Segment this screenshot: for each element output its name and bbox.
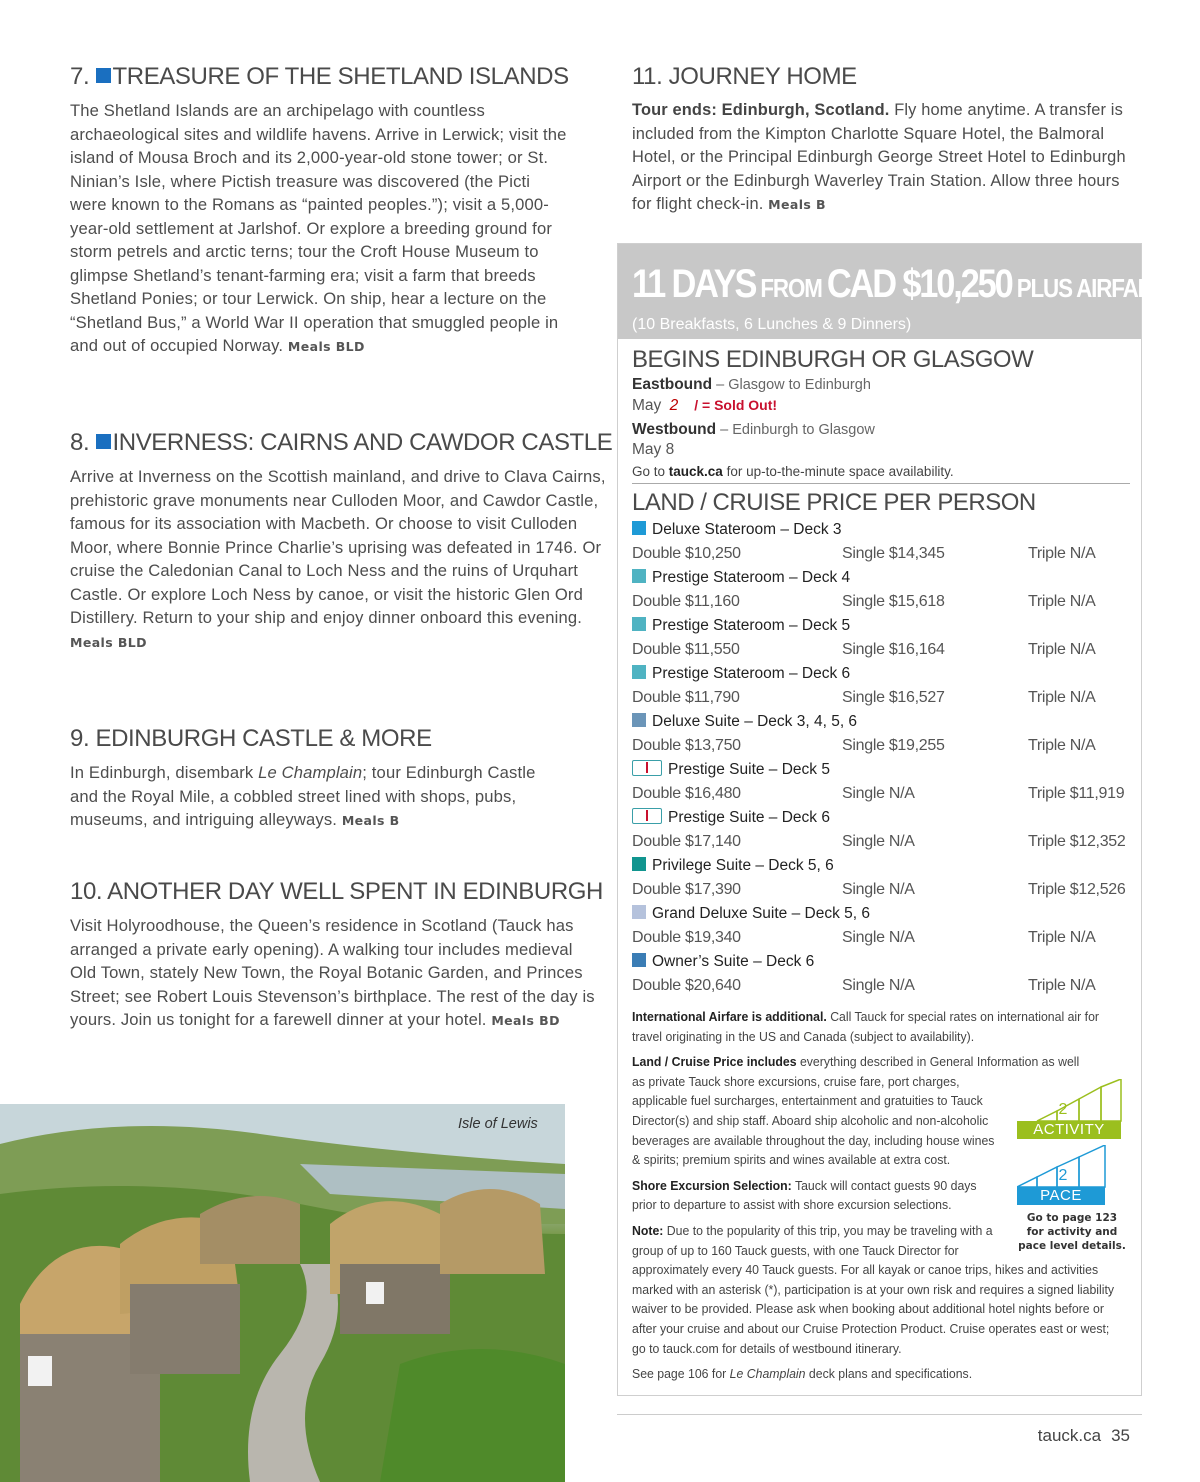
single-price: Single N/A [842,785,915,802]
section-7 [70,62,569,359]
airfare-lead: International Airfare is additional. [632,1009,827,1024]
triple-price: Triple N/A [1028,689,1096,706]
cabin-name [632,902,1127,926]
text: deck plans and specifications. [805,1366,973,1382]
cabin-prices [632,542,1127,566]
cabin-name [632,710,1127,734]
single-price: Single $16,527 [842,689,945,706]
meals-label: Meals BLD [70,634,147,650]
meals-label: Meals B [768,197,826,212]
section-7-body [70,99,569,359]
text: Tauck will contact guests 90 days prior to departure to assist with shore excursion selections. [632,1177,977,1213]
activity-level: 2 [1058,1101,1068,1118]
section-11 [632,62,1142,217]
double-price: Double $11,790 [632,689,740,706]
single-price: Single N/A [842,833,915,850]
cabin-row [632,950,1127,998]
cabin-color-square-icon [632,905,646,919]
triple-price: Triple N/A [1028,641,1096,658]
includes-lead: Land / Cruise Price includes [632,1054,797,1070]
single-price: Single $14,345 [842,545,945,562]
single-price: Single $15,618 [842,593,945,610]
cabin-label: Prestige Stateroom – Deck 5 [652,617,851,634]
text: Call Tauck for special rates on international air for travel originating in the US and Canada (subject to availability). [632,1009,1100,1044]
text: everything described in General Information as well [796,1054,1080,1070]
cabin-name [632,758,1127,782]
cabin-name [632,854,1127,878]
single-price: Single $16,164 [842,641,945,658]
westbound-line [632,420,1127,440]
cabin-prices [632,878,1127,902]
photo-caption: Isle of Lewis [458,1116,538,1132]
plus-airfare-label: PLUS AIRFARE [1011,273,1167,303]
square-icon [96,434,111,449]
month: May [632,441,666,458]
availability-note [632,464,1130,484]
cabin-list [632,518,1127,998]
cabin-color-square-icon [632,521,646,535]
days-label: 11 DAYS [632,262,756,306]
prestige-suite-icon [632,808,662,824]
day: 8 [665,441,675,458]
single-price: Single N/A [842,977,915,994]
section-7-heading [70,62,569,92]
cabin-label: Privilege Suite – Deck 5, 6 [652,857,834,874]
page-number: 35 [1111,1426,1130,1445]
pace-badge [1017,1145,1127,1207]
heading-text: TREASURE OF THE SHETLAND ISLANDS [112,63,569,90]
footer-site[interactable]: tauck.ca [1037,1426,1102,1445]
triple-price: Triple N/A [1028,977,1096,994]
section-number: 7. [70,63,90,90]
note-lead: Note: [632,1222,664,1238]
meals-label: Meals B [341,813,400,828]
cabin-color-square-icon [632,617,646,631]
westbound-label: Westbound [632,421,717,438]
body-text: In Edinburgh, disembark [70,763,259,782]
square-icon [96,68,111,83]
cabin-label: Grand Deluxe Suite – Deck 5, 6 [652,905,870,922]
price-header [618,244,1167,339]
body-text: Arrive at Inverness on the Scottish mainland, and drive to Clava Cairns, prehistoric grave monuments near Culloden Moor, and Cawdor Castle, famous for its association with Macbeth. Or choose to visit Culloden Moor, where Bonnie Prince Charlie’s uprising was defeated in 1746. Or cruise the Caledonian Canal to Loch Ness and the ruins of Urquhart Castle. Or explore Loch Ness by canoe, or visit the historic Glen Ord Distillery. Return to your ship and enjoy dinner onboard this evening. [70,467,606,627]
ship-name: Le Champlain [258,763,363,782]
cabin-row [632,902,1127,950]
footer-divider [617,1414,1142,1415]
section-9-body [70,761,565,833]
cabin-row [632,806,1127,854]
activity-pace-badges [1017,1079,1127,1253]
cabin-row [632,758,1127,806]
cabin-prices [632,638,1127,662]
prestige-suite-icon [632,760,662,776]
tour-ends-label: Tour ends: Edinburgh, Scotland. [632,101,890,119]
section-10 [70,877,603,1033]
cabin-row [632,710,1127,758]
cabin-row [632,614,1127,662]
cabin-name [632,518,1127,542]
double-price: Double $20,640 [632,977,741,994]
cabin-color-square-icon [632,857,646,871]
price-box [617,243,1167,1396]
cabin-color-square-icon [632,953,646,967]
cabin-color-square-icon [632,665,646,679]
cabin-prices [632,686,1127,710]
cabin-label: Prestige Suite – Deck 6 [668,809,830,826]
cabin-color-square-icon [632,569,646,583]
begins-heading: BEGINS EDINBURGH OR GLASGOW [632,346,1034,373]
cabin-row [632,662,1127,710]
meals-included: (10 Breakfasts, 6 Lunches & 9 Dinners) [632,316,912,333]
cabin-prices [632,590,1127,614]
cabin-label: Deluxe Stateroom – Deck 3 [652,521,842,538]
triple-price: Triple $12,526 [1028,881,1126,898]
single-price: Single N/A [842,929,915,946]
cabin-label: Deluxe Suite – Deck 3, 4, 5, 6 [652,713,858,730]
text: See page 106 for [632,1366,730,1382]
cabin-prices [632,830,1127,854]
from-label: FROM [755,273,827,303]
price-line [632,262,1167,315]
text: approximately every 40 Tauck guests. For all kayak or canoe trips, hikes and activities marked with an asterisk (*), participation is at your own risk and requires a signed liability waiver to be provided. Please ask when booking about additional hotel nights before or after your cruise and about our Cruise Protection Product. Cruise operates east or west; go to tauck.com for details of westbound itinerary. [632,1262,1115,1356]
double-price: Double $10,250 [632,545,741,562]
section-10-body [70,914,603,1033]
section-11-body [632,99,1142,217]
price-value: CAD $10,250 [826,262,1012,306]
body-text: The Shetland Islands are an archipelago with countless archaeological sites and wildlife havens. Arrive in Lerwick; visit the island of Mousa Broch and its 2,000-year-old stone tower; or St. Ninian’s Isle, where Pictish treasure was discovered (the Picti were known to the Romans as “painted peoples.”); visit a 5,000-year-old settlement at Jarlshof. Or explore a breeding ground for storm petrels and arctic terns; tour the Croft House Museum to glimpse Shetland’s tenant-farming era; visit a farm that breeds Shetland Ponies; or tour Lerwick. On ship, hear a lecture on the “Shetland Bus,” a World War II operation that smuggled people in and out of occupied Norway. [70,101,567,355]
photo-illustration [0,1104,565,1482]
double-price: Double $17,140 [632,833,741,850]
isle-of-lewis-photo [0,1104,565,1482]
deck-note [632,1364,1122,1384]
heading-text: INVERNESS: CAIRNS AND CAWDOR CASTLE [112,429,613,456]
activity-goto-note: Go to page 123 for activity and pace level details. [1018,1212,1126,1252]
cabin-color-square-icon [632,713,646,727]
cabin-row [632,518,1127,566]
airfare-note [632,1007,1122,1046]
pace-level: 2 [1058,1167,1068,1184]
cabin-prices [632,974,1127,998]
triple-price: Triple N/A [1028,545,1096,562]
text: Go to [632,464,669,479]
cabin-name [632,806,1127,830]
sold-out-day: 2 [669,397,679,414]
ship-name: Le Champlain [729,1366,806,1382]
cabin-name [632,950,1127,974]
double-price: Double $11,550 [632,641,740,658]
section-10-heading: 10. ANOTHER DAY WELL SPENT IN EDINBURGH [70,878,603,905]
section-8 [70,428,612,654]
text: for up-to-the-minute space availability. [722,464,954,479]
westbound-route: – Edinburgh to Glasgow [716,422,875,438]
tauck-link[interactable]: tauck.ca [668,464,723,479]
cabin-label: Prestige Suite – Deck 5 [668,761,830,778]
double-price: Double $11,160 [632,593,740,610]
footer [1028,1426,1130,1446]
double-price: Double $13,750 [632,737,741,754]
single-price: Single N/A [842,881,915,898]
cabin-row [632,854,1127,902]
eastbound-line [632,375,1127,395]
text: as private Tauck shore excursions, cruise fare, port charges, applicable fuel surcharges, entertainment and gratuities to Tauck Director(s) and ship staff. Aboard ship alcoholic and non-alcoholic beverages are available throughout the day, including house wines & spirits; premium spirits and wines available at extra cost. [632,1073,995,1168]
body-text: Visit Holyroodhouse, the Queen’s residence in Scotland (Tauck has arranged a private early opening). A walking tour includes medieval Old Town, stately New Town, the Royal Botanic Garden, and Princes Street; see Robert Louis Stevenson’s birthplace. The rest of the day is yours. Join us tonight for a farewell dinner at your hotel. [70,916,595,1029]
westbound-date [632,440,1127,460]
text: Due to the popularity of this trip, you may be traveling with a group of up to 160 Tauck guests, with one Tauck Director for [632,1222,993,1258]
price-heading: LAND / CRUISE PRICE PER PERSON [632,489,1036,516]
double-price: Double $17,390 [632,881,741,898]
section-number: 8. [70,429,90,456]
cabin-label: Owner’s Suite – Deck 6 [652,953,815,970]
body-text: ; tour Edinburgh Castle and the Royal Mile, a cobbled street lined with shops, pubs, museums, and intriguing alleyways. [70,763,536,829]
cabin-label: Prestige Stateroom – Deck 6 [652,665,851,682]
section-8-body [70,465,612,654]
cabin-name [632,614,1127,638]
triple-price: Triple $12,352 [1028,833,1126,850]
double-price: Double $19,340 [632,929,741,946]
section-8-heading [70,428,612,458]
shore-lead: Shore Excursion Selection: [632,1177,792,1193]
meals-label: Meals BD [491,1013,560,1028]
cabin-prices [632,782,1127,806]
cabin-prices [632,926,1127,950]
double-price: Double $16,480 [632,785,741,802]
cabin-name [632,662,1127,686]
triple-price: Triple N/A [1028,929,1096,946]
eastbound-date [632,395,1127,416]
triple-price: Triple $11,919 [1028,785,1125,802]
cabin-row [632,566,1127,614]
triple-price: Triple N/A [1028,593,1096,610]
sold-out-legend: / = Sold Out! [694,397,778,413]
cabin-prices [632,734,1127,758]
pace-label: PACE [1017,1187,1105,1205]
section-9-heading: 9. EDINBURGH CASTLE & MORE [70,725,432,752]
cabin-name [632,566,1127,590]
single-price: Single $19,255 [842,737,945,754]
eastbound-label: Eastbound [632,376,713,393]
shore-note [632,1176,978,1215]
cabin-label: Prestige Stateroom – Deck 4 [652,569,851,586]
meals-label: Meals BLD [287,339,365,354]
section-9 [70,724,565,833]
section-11-heading: 11. JOURNEY HOME [632,63,857,90]
triple-price: Triple N/A [1028,737,1096,754]
eastbound-route: – Glasgow to Edinburgh [712,377,871,393]
month: May [632,397,666,414]
activity-label: ACTIVITY [1017,1121,1121,1139]
activity-badge [1017,1079,1127,1141]
body-text: Fly home anytime. A transfer is included from the Kimpton Charlotte Square Hotel, the Balmoral Hotel, or the Principal Edinburgh George Street Hotel to Edinburgh Airport or the Edinburgh Waverley Train Station. Allow three hours for flight check-in. [632,101,1126,213]
